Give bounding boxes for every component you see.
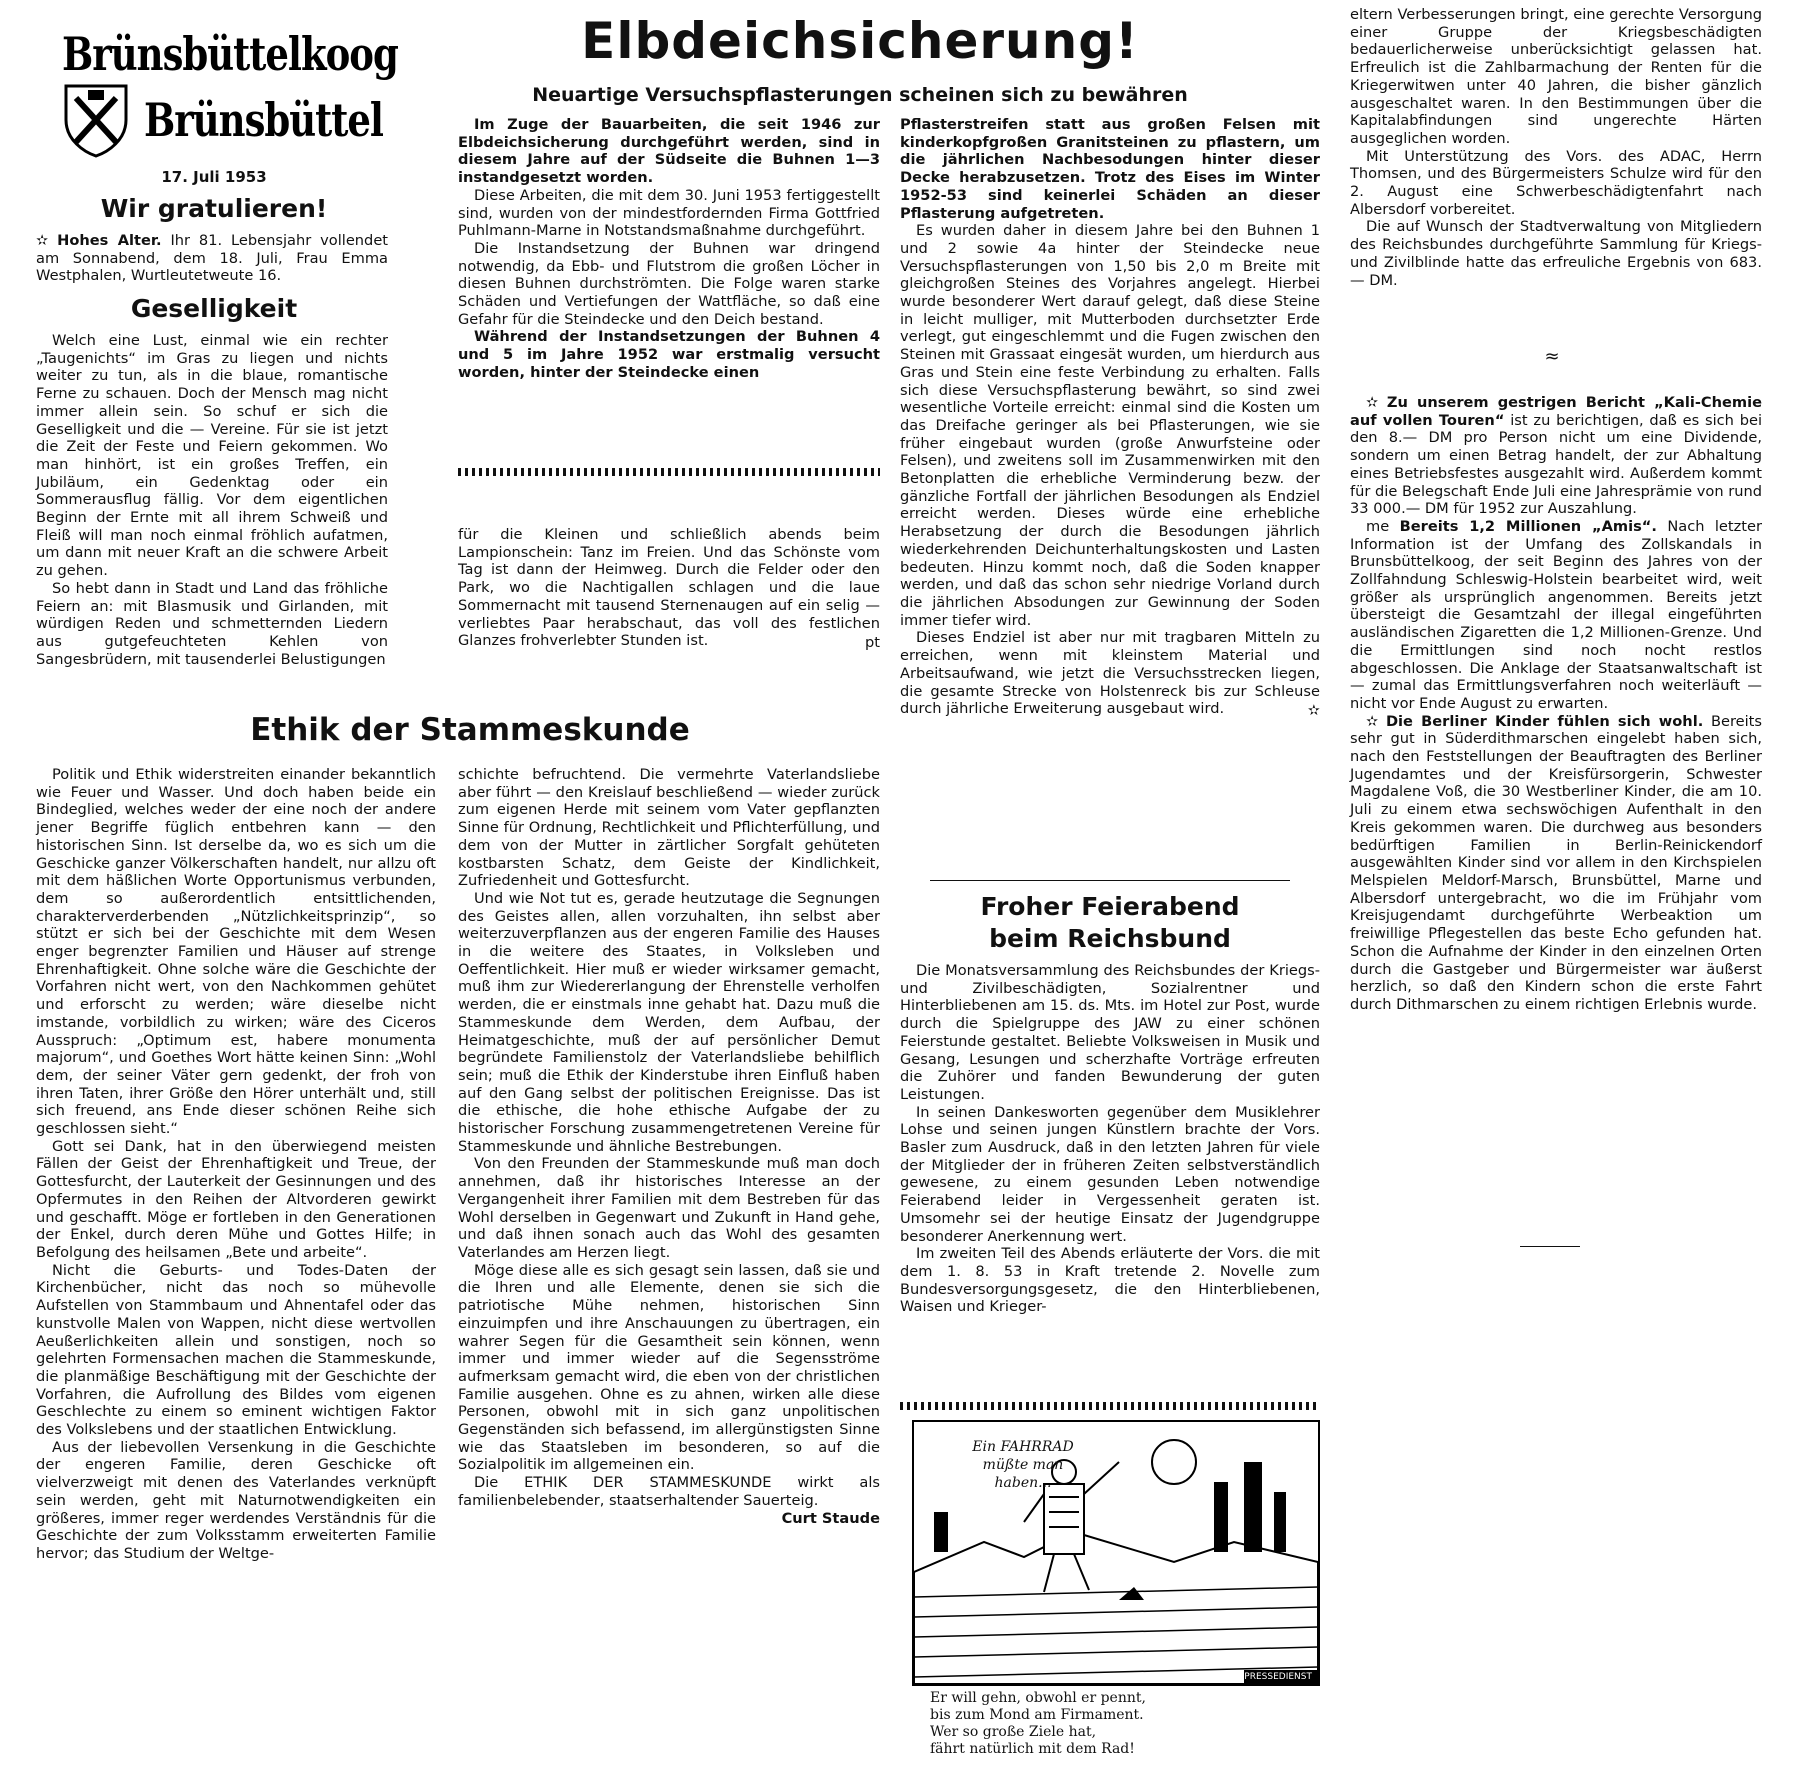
ethik-title: Ethik der Stammeskunde: [250, 712, 690, 748]
divider-wave: [458, 468, 880, 476]
ethik-col-1: [36, 766, 436, 1563]
masthead: [44, 20, 398, 150]
star-icon: ✫: [1366, 712, 1386, 730]
elbdeich-title: Elbdeichsicherung!: [581, 12, 1139, 70]
ethik-col-2: [458, 766, 880, 1527]
geselligkeit-signature: pt: [865, 633, 880, 651]
divider-rule: [930, 880, 1290, 881]
geselligkeit-para-2: So hebt dann in Stadt und Land das fröhliche Feiern an: mit Blasmusik und Girlanden, mit würdigen Reden und schmetternden Liedern aus gutgefeuchteten Kehlen von Sangesbrüdern, mit tausenderlei Belustigungen: [36, 579, 388, 668]
issue-date: 17. Juli 1953: [161, 168, 267, 186]
ethik-c2-para-5: Die ETHIK DER STAMMESKUNDE wirkt als familienbelebender, staatserhaltender Sauerteig.: [458, 1474, 880, 1509]
feierabend-title-2: beim Reichsbund: [989, 924, 1231, 953]
ethik-c2-para-3: Von den Freunden der Stammeskunde muß man doch annehmen, daß ihr historisches Interesse an der Vergangenheit ihrer Familien mit dem Bestreben für das Wohl derselben in Gegenwart und Zukunft in Hand gehe, und daß ihnen sonach auch das Wohl des gesamten Vaterlandes am Herzen liegt.: [458, 1155, 880, 1261]
gratulieren-text: ✫ Hohes Alter. Ihr 81. Lebensjahr vollendet am Sonnabend, dem 18. Juli, Frau Emma Westphalen, Wurtleutetweute 16.: [36, 232, 389, 285]
amis-para: me Bereits 1,2 Millionen „Amis“. Nach letzter Information ist der Umfang des Zollskandals in Brunsbüttelkoog, der seit Beginn des Jahres von der Zollfahndung Schleswig-Holstein bearbeitet wird, weit größer als ursprünglich angenommen. Bereits jetzt übersteigt die Gesamtzahl der illegal eingeführten ausländischen Zigaretten die 1,2 Millionen-Grenze. Und die Ermittlungen sind noch nocht restlos abgeschlossen. Die Anklage der Staatsanwaltschaft ist — zumal das Ermittlungsverfahren noch weiterläuft — nicht vor Ende August zu erwarten.: [1350, 517, 1762, 712]
ethik-c2-para-1: schichte befruchtend. Die vermehrte Vaterlandsliebe aber führt — den Kreislauf beschließend — wieder zurück zum eigenen Herde mit seinem vom Vater gepflanzten Sinne für Ordnung, Rechtlichkeit und Pflichterfüllung, und dem von der Mutter in zärtlicher Sorgfalt gehüteten kostbarsten Schatz, dem Geiste der Kindlichkeit, Zufriedenheit und Gottesfurcht.: [458, 766, 880, 890]
kali-para: ✫ Zu unserem gestrigen Bericht „Kali-Chemie auf vollen Touren“ ist zu berichtigen, daß es sich bei den 8.— DM pro Person nicht um eine Dividende, sondern um einen Betrag handelt, der zur Abhaltung eines Betriebsfestes ausgezahlt wird. Außerdem kommt für die Belegschaft Ende Juli eine Jahresprämie von rund 33 000.— DM für 1952 zur Auszahlung.: [1350, 394, 1763, 518]
elbdeich-subtitle: Neuartige Versuchspflasterungen scheinen sich zu bewähren: [532, 84, 1188, 106]
elbdeich-col2-para-1: Es wurden daher in diesem Jahre bei den Buhnen 1 und 2 sowie 4a hinter der Steindecke neue Versuchspflasterungen von 1,50 bis 2,0 m Breite mit gleichgroßen Steines des Vorjahres angelegt. Hierbei wurde besonderer Wert darauf gelegt, daß diese Steine in leicht mulliger, mit Mutterboden durchsetzter Erde verlegt, gut eingeschlemmt und die Fugen zwischen den Steinen mit Grassaat eingesät wurden, um hierdurch aus Gras und Stein eine feste Verbindung zu erhalten. Falls sich diese Versuchspflasterung bewährt, so sind zwei wesentliche Vorteile erreicht: einmal sind die Kosten um das Dreifache geringer als bei Pflasterungen, wie sie früher eingebaut wurden (große Anwurfsteine oder Felsen), und zweitens soll im Zusammenwirken mit den Betonplatten die erhebliche Verminderung bezw. der gänzliche Fortfall der jährlichen Besodungen als Endziel erreicht werden. Dieses würde eine erhebliche Herabsetzung der durch die Besodungen jährlich wiederkehrenden Deichunterhaltungskosten und Lasten bedeuten. Hinzu kommt noch, daß die Soden knapper werden, und daß das schon sehr niedrige Vorland durch die jährlichen Absodungen zur Gewinnung der Soden immer tiefer wird.: [900, 222, 1320, 629]
end-star-icon: ✫: [1307, 701, 1320, 719]
coat-of-arms-icon: [62, 84, 130, 158]
feierabend-para-2: In seinen Dankesworten gegenüber dem Musiklehrer Lohse und seinen jungen Künstlern brachte der Vors. Basler zum Ausdruck, daß in den letzten Jahren für viele der Mitglieder der in früheren Zeiten selbstverständlich gewesene, zu einem gesunden Leben notwendige Feierabend leider in Vergessenheit geraten ist. Umsomehr sei der heutige Einsatz der Jugendgruppe besonderer Anerkennung wert.: [900, 1103, 1320, 1245]
elbdeich-para-3: Während der Instandsetzungen der Buhnen 4 und 5 im Jahre 1952 war erstmalig versucht worden, hinter der Steindecke einen: [458, 328, 880, 381]
gratulieren-title: Wir gratulieren!: [100, 194, 328, 223]
star-icon: ✫: [1366, 394, 1387, 411]
cartoon-speech: Ein FAHRRAD müßte man haben...: [972, 1439, 1074, 1491]
col4-end-rule: [1520, 1246, 1580, 1247]
wave-separator-icon: ≈: [1544, 346, 1560, 367]
cartoon: [912, 1420, 1320, 1686]
feierabend-body: [900, 962, 1320, 1316]
elbdeich-col2-para-2: Dieses Endziel ist aber nur mit tragbaren Mitteln zu erreichen, wenn mit kleinstem Material und Arbeitsaufwand, wie jetzt die Versuchsstrecken liegen, die gesamte Strecke von Holstenreck bis zur Schleuse durch jährliche Erweiterung ausgebaut wird.: [900, 629, 1320, 718]
elbdeich-col-2: [900, 116, 1320, 720]
masthead-line-1: Brünsbüttelkoog: [62, 26, 398, 81]
col4-para-2: Mit Unterstützung des Vors. des ADAC, Herrn Thomsen, und des Bürgermeisters Schulze wird für den 2. August eine Schwerbeschädigtenfahrt nach Albersdorf vorbereitet.: [1350, 147, 1762, 218]
feierabend-para-1: Die Monatsversammlung des Reichsbundes der Kriegs- und Zivilbeschädigten, Sozialrentner und Hinterbliebenen am 15. ds. Mts. im Hotel zur Post, wurde durch die Spielgruppe des JAW zu einer schönen Feierstunde gestaltet. Beliebte Volksweisen in Musik und Gesang, Lesungen und scherzhafte Vorträge erfreuten die Zuhörer und fanden Bewunderung der guten Leistungen.: [900, 962, 1320, 1103]
cartoon-credit: DUNLOP-PRESSEDIENST: [1203, 1672, 1312, 1682]
elbdeich-lead: Im Zuge der Bauarbeiten, die seit 1946 zur Elbdeichsicherung durchgeführt werden, sind in diesem Jahre auf der Südseite die Buhnen 1—3 instandgesetzt worden.: [458, 116, 880, 187]
feierabend-title-1: Froher Feierabend: [980, 892, 1240, 921]
elbdeich-col2-lead: Pflasterstreifen statt aus großen Felsen mit kinderkopfgroßen Granitsteinen zu pflastern, um die jährlichen Nachbesodungen hinter dieser Decke herabzusetzen. Trotz des Eises im Winter 1952-53 sind keinerlei Schäden an dieser Pflasterung aufgetreten.: [900, 116, 1320, 222]
masthead-line-2: Brünsbüttel: [144, 92, 383, 147]
elbdeich-para-1: Diese Arbeiten, die mit dem 30. Juni 1953 fertiggestellt sind, wurden von der mindestfordernden Firma Gottfried Puhlmann-Marne in Notstandsmaßnahme durchgeführt.: [458, 186, 880, 240]
ethik-c1-para-2: Gott sei Dank, hat in den überwiegend meisten Fällen der Geist der Ehrenhaftigkeit und Treue, der Gottesfurcht, der Lauterkeit der Gesinnungen und des Opfermutes in den Reihen der Altvorderen gewirkt und geschafft. Möge er fortleben in den Generationen der Enkel, durch deren Mühe und Gottes Hilfe; in Befolgung des heilsamen „Bete und arbeite“.: [36, 1137, 436, 1261]
ethik-c2-para-2: Und wie Not tut es, gerade heutzutage die Segnungen des Geistes allen, allen vorzuhalten, ihn selbst aber weiterzuverpflanzen aus der engeren Familie des Hauses in die weitere des Staates, in Volksleben und Oeffentlichkeit. Hier muß er wieder wirksamer gemacht, muß ihm zur Wiedererlangung der Ehrenstelle verholfen werden, die er einstmals inne gehabt hat. Dazu muß die Stammeskunde dem Werden, dem Aufbau, der Heimatgeschichte, muß der auf persönlicher Demut begründete Familienstolz der Vaterlandsliebe behilflich sein; muß die Ethik der Kinderstube ihren Einfluß haben auf den Gang selbst der politischen Ereignisse. Das ist die ethische, die hohe ethische Aufgabe der zu historischer Forschung zusammengetretenen Vereine für Stammeskunde und ähnliche Bestrebungen.: [458, 889, 880, 1155]
ethik-author: Curt Staude: [781, 1509, 880, 1527]
ethik-c1-para-4: Aus der liebevollen Versenkung in die Geschichte der engeren Familie, deren Geschicke oft vielverzweigt mit denen des Vaterlandes verknüpft sein werden, geht mit Naturnotwendigkeiten ein größeres, immer reger werdendes Verständnis für die Geschichte der zum Volksstamm erweiterten Familie hervor; das Studium der Weltge-: [36, 1438, 436, 1562]
col-4-bottom: [1350, 394, 1762, 1014]
ethik-c1-para-3: Nicht die Geburts- und Todes-Daten der Kirchenbücher, nicht das noch so mühevolle Aufstellen von Stammbaum und Ahnentafel oder das kunstvolle Malen von Wappen, nicht diese wertvollen Aeußerlichkeiten allein und sonstigen, noch so gelehrten Formensachen machen die Stammeskunde, die planmäßige Beschäftigung mit der Geschichte der Vorfahren, die Aufrollung des Bildes vom eigenen Geschlechte zu einem so eminent wichtigen Faktor des Volkslebens und der staatlichen Entwicklung.: [36, 1261, 436, 1439]
elbdeich-col-1: [458, 116, 880, 382]
cartoon-divider: [900, 1402, 1320, 1410]
geselligkeit-continued: für die Kleinen und schließlich abends beim Lampionschein: Tanz im Freien. Und das Schönste vom Tag ist dann der Heimweg. Durch die Felder oder den Park, wo die Nachtigallen schlagen und die laue Sommernacht mit tausend Sternenaugen auf ein selig — verliebtes Paar herabschaut, das voll des festlichen Glanzes frohverlebter Stunden ist. pt: [458, 526, 880, 651]
col4-para-1: eltern Verbesserungen bringt, eine gerechte Versorgung einer Gruppe der Kriegsbeschädigten bedauerlicherweise unberücksichtigt gelassen hat. Erfreulich ist die Zahlbarmachung der Renten für die Kriegerwitwen unter 40 Jahren, die bisher gänzlich ausgeschaltet waren. In den Bestimmungen über die Kapitalabfindungen sind ungerechte Härten ausgeglichen worden.: [1350, 6, 1762, 147]
geselligkeit-para-1: Welch eine Lust, einmal wie ein rechter „Taugenichts“ im Gras zu liegen und nichts weiter zu tun, als in die blaue, romantische Ferne zu schauen. Doch der Mensch mag nicht immer allein sein. So schuf er sich die Geselligkeit und die — Vereine. Für sie ist jetzt die Zeit der Feste und Feiern gekommen. Wo man hinhört, ist ein großes Treffen, ein Jubiläum, ein Gedenktag oder ein Sommerausflug fällig. Vor dem eigentlichen Beginn der Ernte mit all ihrem Schweiß und Fleiß will man noch einmal fröhlich aufatmen, um dann mit neuer Kraft an die schwere Arbeit zu gehen.: [36, 332, 388, 580]
berlin-para: ✫ Die Berliner Kinder fühlen sich wohl. Bereits sehr gut in Süderdithmarschen eingelebt haben sich, nach den Feststellungen der Beauftragten des Berliner Jugendamtes und der Kreisfürsorgerin, Schwester Magdalene Voß, die 30 Westberliner Kinder, die am 10. Juli zu einem etwa sechswöchigen Aufenthalt in den Kreis gekommen waren. Die durchweg aus besonders bedürftigen Familien in Berlin-Reinickendorf ausgewählten Kinder sind vor allem in den Kirchspielen Melspielen Meldorf-Marsch, Brunsbüttel, Marne und Albersdorf untergebracht, wo die im Frühjahr vom Kreisjugendamt durchgeführte Werbeaktion um freiwillige Pflegestellen das beste Echo gefunden hat. Schon die Aufnahme der Kinder in den einzelnen Orten durch die Gastgeber und Bürgermeister war äußerst herzlich, so daß den Kindern schon die erste Fahrt durch Dithmarschen zu einem richtigen Erlebnis wurde.: [1350, 712, 1762, 1013]
geselligkeit-body: [36, 332, 388, 668]
elbdeich-para-2: Die Instandsetzung der Buhnen war dringend notwendig, da Ebb- und Flutstrom die großen Löcher in diesen Buhnen durchströmten. Die Folge waren starke Schäden und Vertiefungen der Wattfläche, so daß eine Gefahr für die Steindecke und den Deich bestand.: [458, 239, 880, 328]
geselligkeit-title: Geselligkeit: [130, 294, 298, 323]
ethik-c1-para-1: Politik und Ethik widerstreiten einander bekanntlich wie Feuer und Wasser. Und doch haben beide ein Bindeglied, welches weder der eine noch der andere jener Begriffe füglich entbehren kann — den historischen Sinn. Ist derselbe da, wo es sich um die Geschicke ganzer Völkerschaften handelt, nur allzu oft mit dem häßlichen Worte Opportunismus verbunden, dem so außerordentlich entsittlichenden, charakterverderbenden „Nützlichkeitsprinzip“, so stützt er sich bei der Geschichte mit dem Wesen enger begrenzter Familien und Häuser auf strenge Ehrenhaftigkeit. Ohne solche wäre die Geschichte der Vorfahren nicht wert, von den Nachkommen gehütet und erforscht zu werden; wäre dieselbe nicht imstande, vorbildlich zu wirken; wäre des Ciceros Ausspruch: „Optimum est, habere monumenta majorum“, und Goethes Wort hätte keinen Sinn: „Wohl dem, der seiner Väter gern gedenkt, der froh von ihren Taten, ihrer Größe den Hörer unterhält und, still sich freuend, ans Ende dieser schönen Reihe sich geschlossen sieht.“: [36, 766, 436, 1138]
col4-para-3: Die auf Wunsch der Stadtverwaltung von Mitgliedern des Reichsbundes durchgeführte Sammlung für Kriegs- und Zivilblinde hatte das erfreuliche Ergebnis von 683.— DM.: [1350, 218, 1762, 289]
cartoon-verse: Er will gehn, obwohl er pennt, bis zum Mond am Firmament. Wer so große Ziele hat, fährt natürlich mit dem Rad!: [930, 1690, 1146, 1757]
star-icon: ✫: [36, 232, 58, 249]
ethik-c2-para-4: Möge diese alle es sich gesagt sein lassen, daß sie und die Ihren und alle Elemente, denen sie sich die patriotische Mühe nehmen, historischen Sinn einzuimpfen und ihre Anschauungen zu übertragen, ein wahrer Segen für die Gesamtheit sein können, wenn immer und immer wieder auf die Segensströme aufmerksam gemacht wird, die eben von der christlichen Familie ausgehen. Ohne es zu ahnen, wirken alle diese Personen, obwohl mit in sich ganz unpolitischen Gegenständen sich befassend, im allergünstigsten Sinne wie das Staatsleben im besonderen, so auf die Sozialpolitik im allgemeinen ein.: [458, 1261, 880, 1474]
feierabend-para-3: Im zweiten Teil des Abends erläuterte der Vors. die mit dem 1. 8. 53 in Kraft tretende 2. Novelle zum Bundesversorgungsgesetz, die den Hinterbliebenen, Waisen und Krieger-: [900, 1245, 1320, 1316]
col-4-top: [1350, 6, 1762, 289]
